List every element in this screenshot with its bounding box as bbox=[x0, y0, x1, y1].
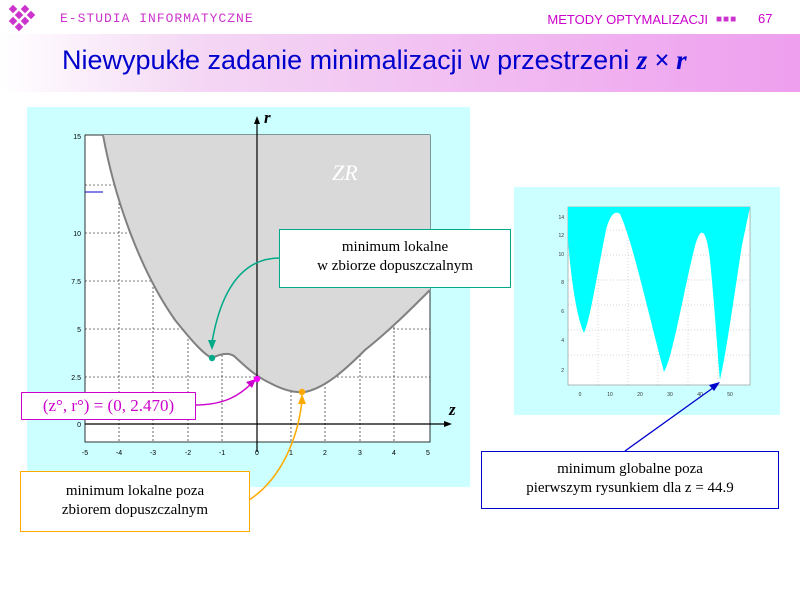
y-tick: 7.5 bbox=[71, 279, 81, 286]
region-label: ZR bbox=[332, 160, 358, 185]
optimum-formula: (z°, r°) = (0, 2.470) bbox=[21, 392, 196, 420]
label-line: minimum globalne poza bbox=[557, 461, 703, 477]
overview-x-tick: 20 bbox=[637, 392, 643, 398]
overview-y-tick: 4 bbox=[561, 338, 564, 344]
label-line: zbiorem dopuszczalnym bbox=[61, 502, 209, 518]
label-global-min bbox=[481, 451, 779, 509]
point-local-min-outside bbox=[299, 389, 305, 395]
overview-x-tick: 30 bbox=[667, 392, 673, 398]
overview-y-tick: 2 bbox=[561, 368, 564, 374]
overview-x-tick: 50 bbox=[727, 392, 733, 398]
y-tick: 2.5 bbox=[71, 375, 81, 382]
page-title-math: z × r bbox=[636, 45, 687, 75]
r-axis-label: r bbox=[264, 108, 271, 127]
course-title: METODY OPTYMALIZACJI bbox=[547, 12, 708, 27]
x-tick: 5 bbox=[426, 450, 430, 457]
page-number: 67 bbox=[758, 11, 773, 26]
point-local-min-feasible bbox=[209, 355, 215, 361]
x-tick: -2 bbox=[184, 450, 192, 457]
page-squares-icon: ■■■ bbox=[716, 14, 738, 25]
x-tick: 2 bbox=[323, 450, 327, 457]
overview-x-tick: 10 bbox=[607, 392, 613, 398]
label-line: minimum lokalne poza bbox=[65, 483, 205, 499]
overview-y-tick: 12 bbox=[558, 233, 564, 239]
overview-y-tick: 6 bbox=[561, 309, 564, 315]
x-tick: -1 bbox=[218, 450, 226, 457]
overview-y-tick: 10 bbox=[558, 252, 564, 258]
overview-y-tick: 14 bbox=[558, 215, 564, 221]
x-tick: 1 bbox=[289, 450, 293, 457]
label-local-min-outside bbox=[20, 471, 250, 532]
overview-x-tick: 0 bbox=[578, 392, 582, 398]
x-tick: -3 bbox=[149, 450, 157, 457]
x-tick: 0 bbox=[255, 450, 259, 457]
y-tick: 15 bbox=[73, 134, 81, 141]
x-tick: -5 bbox=[81, 450, 89, 457]
y-tick: 5 bbox=[77, 327, 81, 334]
brand-name: E-STUDIA INFORMATYCZNE bbox=[60, 11, 254, 26]
x-tick: 4 bbox=[392, 450, 396, 457]
x-tick: 3 bbox=[358, 450, 362, 457]
y-tick: 10 bbox=[73, 231, 81, 238]
point-origin bbox=[254, 376, 260, 382]
label-local-min-feasible bbox=[279, 229, 511, 288]
page-title-text: Niewypukłe zadanie minimalizacji w przestrzeni bbox=[62, 45, 630, 75]
label-line: pierwszym rysunkiem dla z = 44.9 bbox=[526, 480, 734, 496]
overview-y-tick: 8 bbox=[561, 280, 564, 286]
z-axis-label: z bbox=[449, 400, 456, 419]
x-tick: -4 bbox=[115, 450, 123, 457]
y-tick: 0 bbox=[77, 422, 81, 429]
overview-x-tick: 40 bbox=[697, 392, 703, 398]
label-line: w zbiorze dopuszczalnym bbox=[317, 258, 473, 274]
label-line: minimum lokalne bbox=[341, 239, 449, 255]
